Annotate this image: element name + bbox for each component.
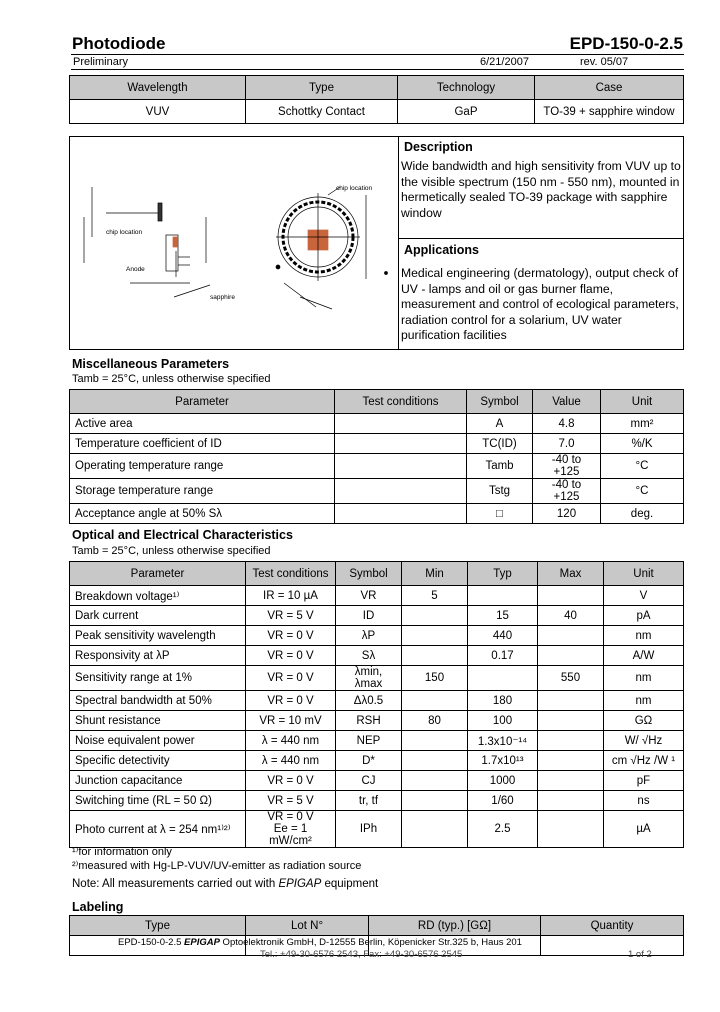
table-cell: 120 <box>533 504 601 524</box>
table-cell: VR = 10 mV <box>246 711 336 731</box>
table-cell: Acceptance angle at 50% Sλ <box>70 504 335 524</box>
table-cell: -40 to +125 <box>533 479 601 504</box>
table-cell: 1.3x10⁻¹⁴ <box>468 731 538 751</box>
summary-cell: VUV <box>70 100 246 124</box>
table-cell: Dark current <box>70 606 246 626</box>
table-cell <box>402 691 468 711</box>
table-cell: Storage temperature range <box>70 479 335 504</box>
table-cell: CJ <box>336 771 402 791</box>
table-cell: VR = 0 V <box>246 646 336 666</box>
column-header: Unit <box>601 390 684 414</box>
table-row <box>70 791 684 811</box>
labeling-header: Type <box>70 916 246 936</box>
table-cell: -40 to +125 <box>533 454 601 479</box>
table-cell: VR = 5 V <box>246 791 336 811</box>
table-cell: TC(ID) <box>467 434 533 454</box>
table-cell: Junction capacitance <box>70 771 246 791</box>
table-cell <box>335 434 467 454</box>
table-row <box>70 454 684 479</box>
column-header: Parameter <box>70 562 246 586</box>
column-header: Symbol <box>336 562 402 586</box>
summary-cell: Schottky Contact <box>246 100 398 124</box>
table-row <box>70 606 684 626</box>
table-cell: λ = 440 nm <box>246 731 336 751</box>
info-box <box>69 136 684 350</box>
table-cell <box>402 731 468 751</box>
table-row <box>70 811 684 848</box>
table-cell <box>538 811 604 848</box>
header-rule-2 <box>71 69 684 70</box>
optical-condition: Tamb = 25°C, unless otherwise specified <box>72 545 271 557</box>
table-cell: 7.0 <box>533 434 601 454</box>
footnote-2: ²⁾measured with Hg-LP-VUV/UV-emitter as radiation source <box>72 860 362 872</box>
table-cell <box>538 626 604 646</box>
table-row <box>70 479 684 504</box>
table-cell: Responsivity at λP <box>70 646 246 666</box>
table-cell: VR = 0 V <box>246 691 336 711</box>
table-cell: Switching time (RL = 50 Ω) <box>70 791 246 811</box>
column-header: Min <box>402 562 468 586</box>
table-cell: Noise equivalent power <box>70 731 246 751</box>
labeling-header: RD (typ.) [GΩ] <box>369 916 541 936</box>
table-cell: Active area <box>70 414 335 434</box>
table-cell: λmin, λmax <box>336 666 402 691</box>
date-label: 6/21/2007 <box>480 56 529 68</box>
table-cell <box>402 751 468 771</box>
table-cell: °C <box>601 479 684 504</box>
drawing-label: chip location <box>336 185 373 192</box>
table-cell: pF <box>604 771 684 791</box>
table-row <box>70 711 684 731</box>
epigap-brand: EPIGAP <box>278 878 322 890</box>
table-cell: °C <box>601 454 684 479</box>
table-cell: 2.5 <box>468 811 538 848</box>
table-cell: ns <box>604 791 684 811</box>
column-header: Parameter <box>70 390 335 414</box>
table-cell <box>538 751 604 771</box>
table-cell: cm √Hz /W ¹ <box>604 751 684 771</box>
table-cell: Tstg <box>467 479 533 504</box>
table-cell: %/K <box>601 434 684 454</box>
drawing-label: chip location <box>106 229 143 236</box>
table-cell: λP <box>336 626 402 646</box>
labeling-header: Lot N° <box>246 916 369 936</box>
table-row <box>70 414 684 434</box>
column-header: Test conditions <box>246 562 336 586</box>
table-cell: pA <box>604 606 684 626</box>
table-cell: Peak sensitivity wavelength <box>70 626 246 646</box>
table-cell: 5 <box>402 586 468 606</box>
table-cell: Spectral bandwidth at 50% <box>70 691 246 711</box>
table-cell <box>468 666 538 691</box>
table-cell: V <box>604 586 684 606</box>
table-cell: Operating temperature range <box>70 454 335 479</box>
misc-table <box>69 389 684 524</box>
table-cell <box>538 771 604 791</box>
table-cell: Photo current at λ = 254 nm¹⁾²⁾ <box>70 811 246 848</box>
table-cell <box>538 586 604 606</box>
optical-table <box>69 561 684 848</box>
column-header: Unit <box>604 562 684 586</box>
table-cell: D* <box>336 751 402 771</box>
part-number: EPD-150-0-2.5 <box>569 34 683 53</box>
table-cell: Specific detectivity <box>70 751 246 771</box>
table-cell: 15 <box>468 606 538 626</box>
table-cell <box>402 646 468 666</box>
table-cell <box>538 791 604 811</box>
summary-cell: TO-39 + sapphire window <box>535 100 684 124</box>
footer-company: EPD-150-0-2.5 EPIGAP Optoelektronik GmbH, D-12555 Berlin, Köpenicker Str.325 b, Haus 201 <box>118 937 522 948</box>
table-cell: Sλ <box>336 646 402 666</box>
column-header: Test conditions <box>335 390 467 414</box>
table-row <box>70 504 684 524</box>
footnote-1: ¹⁾for information only <box>72 846 172 858</box>
table-cell <box>538 646 604 666</box>
column-header: Symbol <box>467 390 533 414</box>
table-cell: Breakdown voltage¹⁾ <box>70 586 246 606</box>
page-title: Photodiode <box>72 34 166 53</box>
table-row <box>70 626 684 646</box>
header-rule <box>71 54 684 55</box>
table-row <box>70 751 684 771</box>
table-cell: Δλ0.5 <box>336 691 402 711</box>
column-header: Value <box>533 390 601 414</box>
table-cell: 440 <box>468 626 538 646</box>
table-cell: VR = 0 V <box>246 771 336 791</box>
table-cell: VR = 5 V <box>246 606 336 626</box>
table-cell: nm <box>604 626 684 646</box>
package-drawing <box>70 137 398 349</box>
table-row <box>70 586 684 606</box>
summary-cell: GaP <box>398 100 535 124</box>
summary-header: Type <box>246 76 398 100</box>
table-cell: 180 <box>468 691 538 711</box>
description-text: Wide bandwidth and high sensitivity from VUV up to the visible spectrum (150 nm - 550 nm), mounted in hermetically sealed TO-39 package with sapphire window <box>401 159 681 220</box>
table-cell: 80 <box>402 711 468 731</box>
applications-heading: Applications <box>404 243 480 257</box>
table-cell: mm² <box>601 414 684 434</box>
summary-table <box>69 75 684 124</box>
optical-heading: Optical and Electrical Characteristics <box>72 528 293 542</box>
applications-text: Medical engineering (dermatology), output check of UV - lamps and oil or gas burner flame, measurement and control of ecological parameters, radiation control for a solarium, UV water purification facilities <box>401 266 679 342</box>
table-cell: 1000 <box>468 771 538 791</box>
table-cell: VR <box>336 586 402 606</box>
summary-header: Wavelength <box>70 76 246 100</box>
table-cell <box>335 454 467 479</box>
table-cell: tr, tf <box>336 791 402 811</box>
footer-page: 1 of 2 <box>628 949 652 960</box>
table-row <box>70 771 684 791</box>
labeling-type-value: EPD-150-0-2.5 <box>118 937 182 948</box>
drawing-label: sapphire <box>210 294 235 301</box>
table-row <box>70 731 684 751</box>
table-cell <box>538 711 604 731</box>
table-cell: deg. <box>601 504 684 524</box>
box-divider-horizontal <box>398 238 683 239</box>
summary-header: Case <box>535 76 684 100</box>
table-cell: VR = 0 V <box>246 626 336 646</box>
table-cell <box>335 504 467 524</box>
table-cell: Tamb <box>467 454 533 479</box>
table-cell <box>538 691 604 711</box>
table-cell <box>402 791 468 811</box>
column-header: Typ <box>468 562 538 586</box>
labeling-header: Quantity <box>541 916 684 936</box>
table-cell: IPh <box>336 811 402 848</box>
table-cell: 40 <box>538 606 604 626</box>
table-row <box>70 434 684 454</box>
table-cell: nm <box>604 691 684 711</box>
table-cell: GΩ <box>604 711 684 731</box>
labeling-quantity-cell <box>541 936 684 956</box>
table-cell: W/ √Hz <box>604 731 684 751</box>
summary-header: Technology <box>398 76 535 100</box>
table-cell: VR = 0 V Ee = 1 mW/cm² <box>246 811 336 848</box>
table-cell: λ = 440 nm <box>246 751 336 771</box>
table-cell: nm <box>604 666 684 691</box>
table-cell <box>335 414 467 434</box>
table-row <box>70 691 684 711</box>
box-divider-vertical <box>398 137 399 349</box>
table-cell: 0.17 <box>468 646 538 666</box>
table-cell: Temperature coefficient of ID <box>70 434 335 454</box>
table-cell: A <box>467 414 533 434</box>
table-cell: 150 <box>402 666 468 691</box>
misc-condition: Tamb = 25°C, unless otherwise specified <box>72 373 271 385</box>
description-heading: Description <box>404 140 473 154</box>
table-cell <box>402 771 468 791</box>
table-cell: 1/60 <box>468 791 538 811</box>
measurement-note: Note: All measurements carried out with EPIGAP equipment <box>72 878 379 890</box>
table-cell: VR = 0 V <box>246 666 336 691</box>
table-cell: 4.8 <box>533 414 601 434</box>
table-cell: Shunt resistance <box>70 711 246 731</box>
table-cell: 550 <box>538 666 604 691</box>
table-cell <box>468 586 538 606</box>
table-cell: ID <box>336 606 402 626</box>
table-cell: NEP <box>336 731 402 751</box>
table-cell <box>335 479 467 504</box>
table-row <box>70 666 684 691</box>
table-cell: 100 <box>468 711 538 731</box>
table-cell: 1.7x10¹³ <box>468 751 538 771</box>
drawing-label: Anode <box>126 266 145 273</box>
table-row <box>70 646 684 666</box>
table-cell: IR = 10 µA <box>246 586 336 606</box>
table-cell <box>402 811 468 848</box>
labeling-heading: Labeling <box>72 900 124 914</box>
table-cell: RSH <box>336 711 402 731</box>
table-cell <box>538 731 604 751</box>
footer-brand: EPIGAP <box>184 937 220 948</box>
column-header: Max <box>538 562 604 586</box>
footer-contact: Tel.: +49-30-6576 2543, Fax: +49-30-6576 2545 <box>260 949 463 960</box>
table-cell: µA <box>604 811 684 848</box>
revision-label: rev. 05/07 <box>580 56 629 68</box>
table-cell: A/W <box>604 646 684 666</box>
status-label: Preliminary <box>73 56 129 68</box>
table-cell: □ <box>467 504 533 524</box>
misc-heading: Miscellaneous Parameters <box>72 357 230 371</box>
table-cell: Sensitivity range at 1% <box>70 666 246 691</box>
table-cell <box>402 626 468 646</box>
table-cell <box>402 606 468 626</box>
